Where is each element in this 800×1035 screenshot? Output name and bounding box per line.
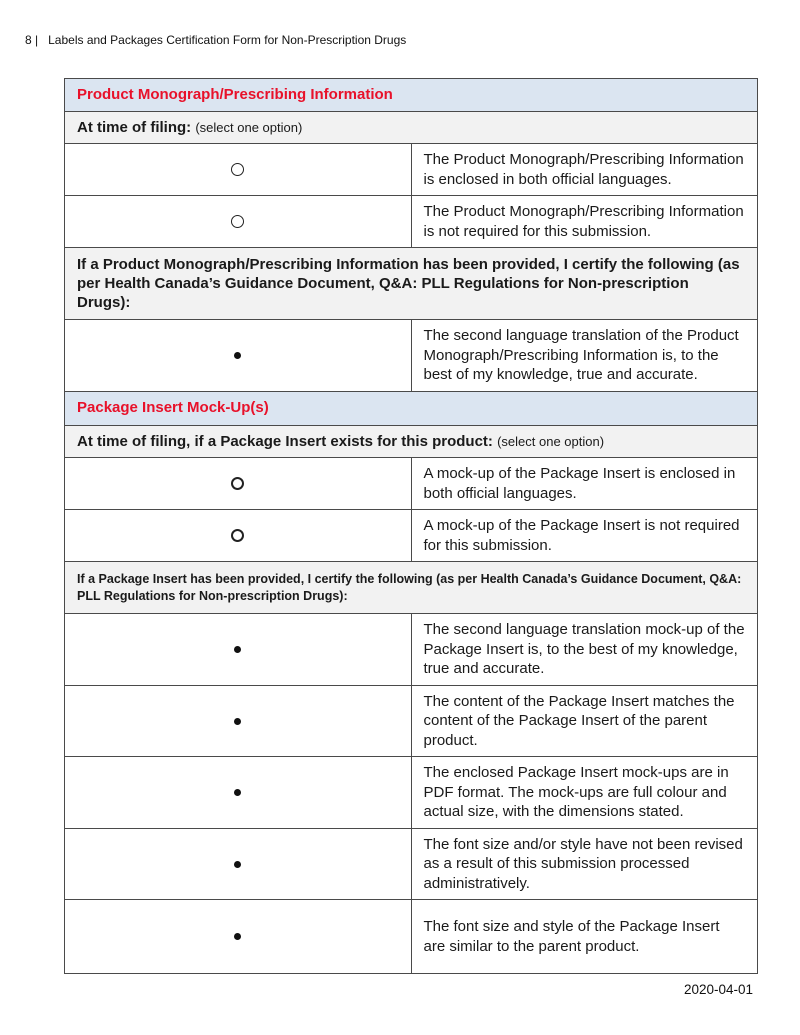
certify-statement: If a Product Monograph/Prescribing Information has been provided, I certify the following (as per Health Canada’s Guidance Document, Q&A: PLL Regulations for Non-prescription Drugs): [65, 248, 758, 320]
monograph-bullet-row-1 [65, 320, 758, 392]
filing-hint: (select one option) [497, 433, 605, 449]
bullet-text: The font size and style of the Package Insert are similar to the parent product. [411, 900, 758, 974]
section-insert-title: Package Insert Mock-Up(s) [77, 399, 269, 417]
bullet-icon [234, 718, 241, 725]
bullet-icon [234, 352, 241, 359]
radio-button-icon[interactable] [231, 529, 244, 542]
insert-bullet-row-1 [65, 614, 758, 686]
bullet-cell [65, 757, 412, 829]
insert-bullet-row-5 [65, 900, 758, 974]
insert-bullet-row-2 [65, 685, 758, 757]
bullet-cell [65, 900, 412, 974]
insert-bullet-row-4 [65, 828, 758, 900]
bullet-cell [65, 614, 412, 686]
bullet-icon [234, 646, 241, 653]
footer-date: 2020-04-01 [683, 982, 753, 997]
section-title-cell [65, 79, 758, 112]
insert-filing-row [65, 425, 758, 458]
bullet-text: The second language translation mock-up of the Package Insert is, to the best of my knowledge, true and accurate. [411, 614, 758, 686]
bullet-cell [65, 685, 412, 757]
bullet-text: The second language translation of the Product Monograph/Prescribing Information is, to the best of my knowledge, true and accurate. [411, 320, 758, 392]
bullet-cell [65, 320, 412, 392]
option-text: The Product Monograph/Prescribing Information is not required for this submission. [411, 196, 758, 248]
option-text: A mock-up of the Package Insert is enclosed in both official languages. [411, 458, 758, 510]
bullet-icon [234, 789, 241, 796]
header-title: Labels and Packages Certification Form for Non-Prescription Drugs [48, 33, 407, 47]
monograph-option-row-2 [65, 196, 758, 248]
bullet-text: The font size and/or style have not been revised as a result of this submission processed administratively. [411, 828, 758, 900]
radio-button-icon[interactable] [231, 215, 244, 228]
radio-cell [65, 196, 412, 248]
radio-cell [65, 458, 412, 510]
bullet-icon [234, 861, 241, 868]
filing-cell [65, 425, 758, 458]
page-number: 8 | [25, 33, 39, 47]
filing-label: At time of filing, if a Package Insert exists for this product: [77, 432, 493, 450]
option-text: The Product Monograph/Prescribing Information is enclosed in both official languages. [411, 144, 758, 196]
option-text: A mock-up of the Package Insert is not required for this submission. [411, 510, 758, 562]
monograph-option-row-1 [65, 144, 758, 196]
filing-label: At time of filing: [77, 118, 192, 136]
page-header [25, 33, 406, 47]
certification-form-table [64, 78, 758, 974]
filing-cell [65, 111, 758, 144]
section-title-cell [65, 391, 758, 425]
radio-cell [65, 144, 412, 196]
filing-hint: (select one option) [195, 119, 303, 135]
bullet-text: The enclosed Package Insert mock-ups are in PDF format. The mock-ups are full colour and actual size, with the dimensions stated. [411, 757, 758, 829]
insert-option-row-2 [65, 510, 758, 562]
section-monograph-title-row [65, 79, 758, 112]
section-monograph-title: Product Monograph/Prescribing Information [77, 86, 393, 103]
radio-button-icon[interactable] [231, 163, 244, 176]
insert-certify-row [65, 562, 758, 614]
monograph-filing-row [65, 111, 758, 144]
monograph-certify-row [65, 248, 758, 320]
radio-cell [65, 510, 412, 562]
certify-statement: If a Package Insert has been provided, I certify the following (as per Health Canada’s Guidance Document, Q&A: PLL Regulations for Non-prescription Drugs): [65, 562, 758, 614]
insert-bullet-row-3 [65, 757, 758, 829]
insert-option-row-1 [65, 458, 758, 510]
bullet-cell [65, 828, 412, 900]
radio-button-icon[interactable] [231, 477, 244, 490]
bullet-text: The content of the Package Insert matches the content of the Package Insert of the parent product. [411, 685, 758, 757]
bullet-icon [234, 933, 241, 940]
section-insert-title-row [65, 391, 758, 425]
